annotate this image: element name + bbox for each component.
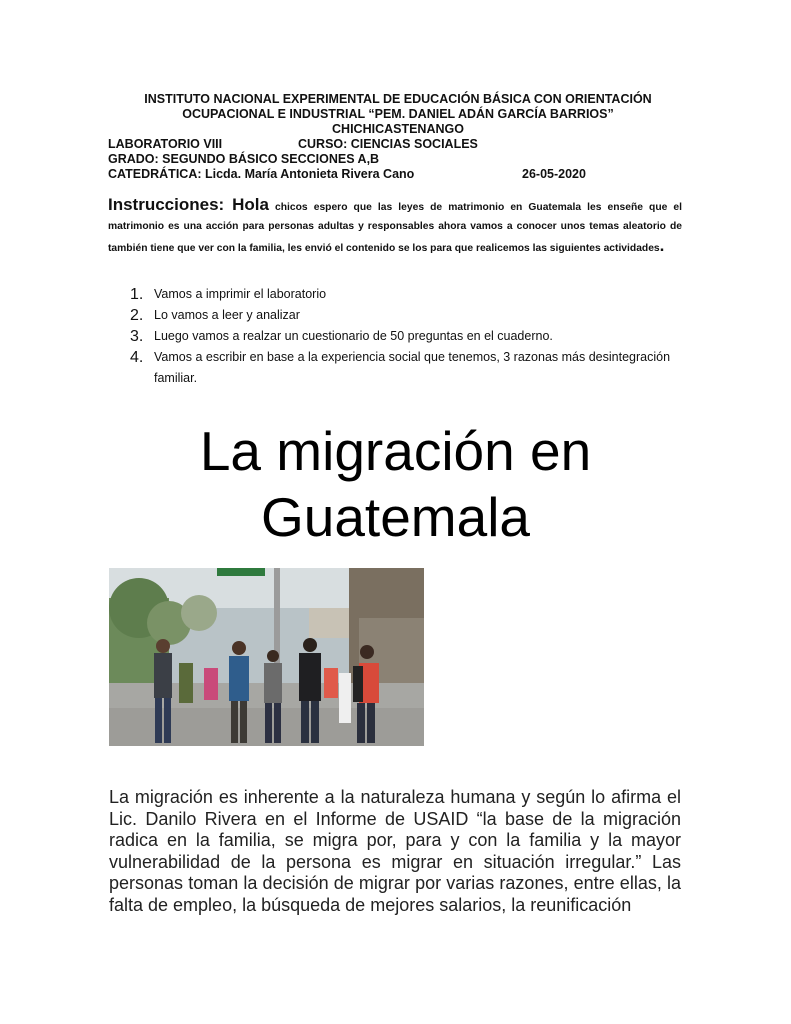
- list-item: [130, 284, 690, 305]
- instructions-text: chicos espero que las leyes de matrimonio en Guatemala les enseñe que el matrimonio es una acción para personas adultas y responsables ahora vamos a conocer unos temas aleatorio de también tiene que ver con la familia, les envió el contenido se los para que realicemos las siguientes actividades: [108, 202, 682, 254]
- teacher-date-row: [108, 167, 688, 182]
- list-item: [130, 326, 690, 347]
- activity-list: [130, 284, 690, 389]
- institute-name-line2: OCUPACIONAL E INDUSTRIAL “PEM. DANIEL ADÁN GARCÍA BARRIOS”: [182, 107, 614, 121]
- list-item: [130, 305, 690, 326]
- lab-course-row: [108, 137, 688, 152]
- instructions-lead: Instrucciones: Hola: [108, 195, 269, 214]
- migrants-photo: [109, 568, 424, 746]
- page-title: [0, 418, 791, 550]
- list-text: Lo vamos a leer y analizar: [154, 308, 300, 322]
- grade-section: GRADO: SEGUNDO BÁSICO SECCIONES A,B: [108, 152, 380, 166]
- list-text: Vamos a imprimir el laboratorio: [154, 287, 327, 301]
- title-line1: La migración en: [199, 420, 592, 482]
- instructions-paragraph: [108, 195, 682, 258]
- institute-name-line1: INSTITUTO NACIONAL EXPERIMENTAL DE EDUCACIÓN BÁSICA CON ORIENTACIÓN: [144, 92, 652, 106]
- document-header: [108, 92, 688, 182]
- document-date: 26-05-2020: [522, 167, 586, 181]
- instructions-end: .: [659, 236, 665, 255]
- list-number: 1.: [130, 286, 144, 303]
- list-item: [130, 347, 690, 389]
- institute-city: CHICHICASTENANGO: [332, 122, 464, 136]
- list-number: 4.: [130, 349, 144, 366]
- course-name: CURSO: CIENCIAS SOCIALES: [298, 137, 478, 151]
- migrants-photo-illustration: [109, 568, 424, 746]
- body-paragraph: La migración es inherente a la naturaleza humana y según lo afirma el Lic. Danilo Rivera en el Informe de USAID “la base de la migración radica en la familia, se migra por, para y con la familia y la mayor vulnerabilidad de la persona es migrar en situación irregular.” Las personas toman la decisión de migrar por varias razones, entre ellas, la falta de empleo, la búsqueda de mejores salarios, la reunificación: [109, 787, 681, 915]
- list-text: Vamos a escribir en base a la experiencia social que tenemos, 3 razonas más desintegración familiar.: [154, 350, 671, 385]
- list-text: Luego vamos a realzar un cuestionario de 50 preguntas en el cuaderno.: [154, 329, 553, 343]
- list-number: 3.: [130, 328, 144, 345]
- teacher-name: CATEDRÁTICA: Licda. María Antonieta Rivera Cano: [108, 167, 415, 181]
- lab-number: LABORATORIO VIII: [108, 137, 223, 151]
- title-line2: Guatemala: [260, 486, 531, 548]
- list-number: 2.: [130, 307, 144, 324]
